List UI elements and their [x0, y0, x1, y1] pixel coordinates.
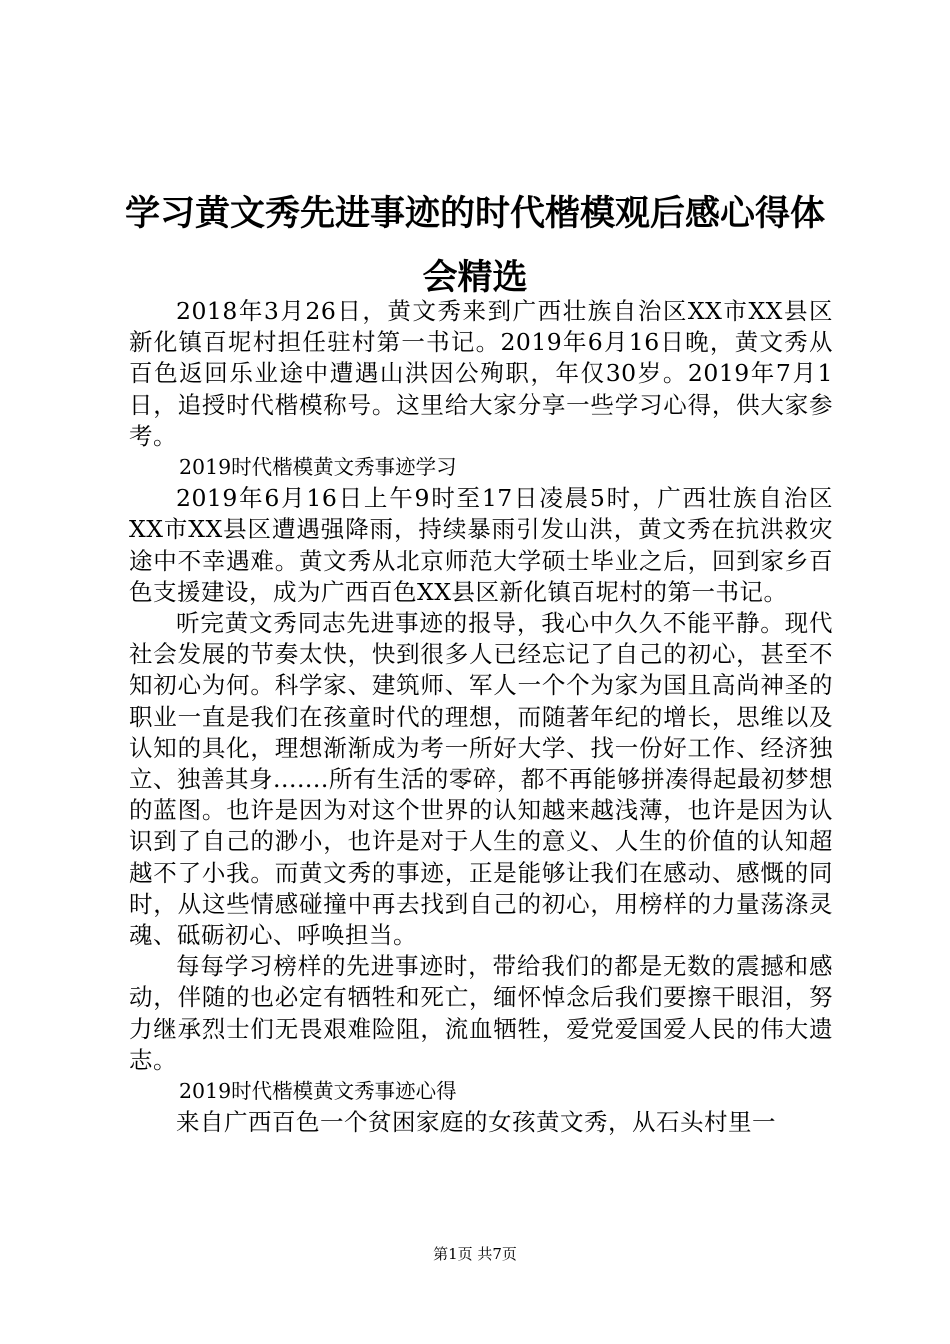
section-heading-study: 2019时代楷模黄文秀事迹学习: [179, 455, 457, 480]
page-number-footer: 第1页 共7页: [433, 1245, 517, 1263]
section-heading-experience: 2019时代楷模黄文秀事迹心得: [179, 1079, 457, 1104]
paragraph-intro: 2018年3月26日，黄文秀来到广西壮族自治区XX市XX县区新化镇百坭村担任驻村第一书记。2019年6月16日晚，黄文秀从百色返回乐业途中遭遇山洪因公殉职，年仅30岁。2019年7月1日，追授时代楷模称号。这里给大家分享一些学习心得，供大家参考。: [129, 297, 833, 450]
paragraph-origin: 来自广西百色一个贫困家庭的女孩黄文秀，从石头村里一: [176, 1108, 776, 1137]
paragraph-inspiration: 每每学习榜样的先进事迹时，带给我们的都是无数的震撼和感动，伴随的也必定有牺牲和死亡，缅怀悼念后我们要擦干眼泪，努力继承烈士们无畏艰难险阻，流血牺牲，爱党爱国爱人民的伟大遗志。: [129, 952, 833, 1074]
paragraph-reflection: 听完黄文秀同志先进事迹的报导，我心中久久不能平静。现代社会发展的节奏太快，快到很多人已经忘记了自己的初心，甚至不知初心为何。科学家、建筑师、军人一个个为家为国且高尚神圣的职业一直是我们在孩童时代的理想，而随著年纪的增长，思维以及认知的具化，理想渐渐成为考一所好大学、找一份好工作、经济独立、独善其身.......所有生活的零碎，都不再能够拼凑得起最初梦想的蓝图。也许是因为对这个世界的认知越来越浅薄，也许是因为认识到了自己的渺小，也许是对于人生的意义、人生的价值的认知超越不了小我。而黄文秀的事迹，正是能够让我们在感动、感慨的同时，从这些情感碰撞中再去找到自己的初心，用榜样的力量荡涤灵魂、砥砺初心、呼唤担当。: [129, 609, 833, 950]
document-title: 学习黄文秀先进事迹的时代楷模观后感心得体会精选: [124, 194, 825, 298]
paragraph-event: 2019年6月16日上午9时至17日凌晨5时，广西壮族自治区XX市XX县区遭遇强降雨，持续暴雨引发山洪，黄文秀在抗洪救灾途中不幸遇难。黄文秀从北京师范大学硕士毕业之后，回到家乡百色支援建设，成为广西百色XX县区新化镇百坭村的第一书记。: [129, 484, 833, 606]
document-body: [129, 296, 833, 1138]
